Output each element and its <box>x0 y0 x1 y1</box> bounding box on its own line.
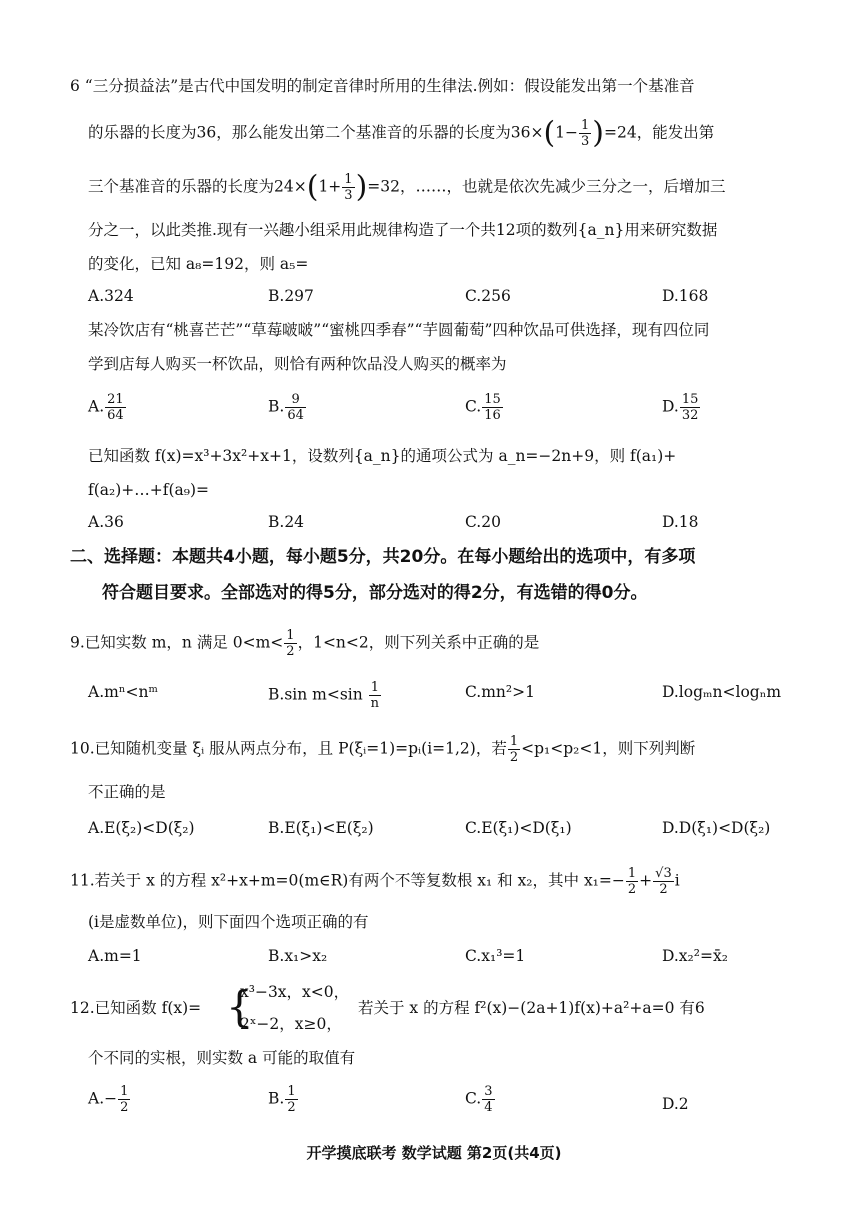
q11-line1: 11.若关于 x 的方程 x²+x+m=0(m∈R)有两个不等复数根 x₁ 和 x₂，其中 x₁=− $\frac{1}{2}$ + $\frac{√3}{2}$ i <box>70 866 680 897</box>
option-b: B. $\frac{1}{2}$ <box>268 1084 296 1115</box>
q7-line2: 学到店每人购买一杯饮品，则恰有两种饮品没人购买的概率为 <box>88 355 507 373</box>
q6-line1: 6 “三分损益法”是古代中国发明的制定音律时所用的生律法.例如：假设能发出第一个基准音 <box>70 77 695 95</box>
section-instructions: 符合题目要求。全部选对的得5分，部分选对的得2分，有选错的得0分。 <box>102 583 648 603</box>
option-c: C.256 <box>465 287 511 305</box>
option-b: B.297 <box>268 287 314 305</box>
option-c: C.x₁³=1 <box>465 947 526 965</box>
q12-case2: 2ˣ−2，x≥0， <box>240 1015 342 1033</box>
fraction: $\frac{1}{3}$ <box>581 118 590 149</box>
option-b: B. $\frac{9}{64}$ <box>268 392 304 423</box>
option-d: D.18 <box>662 513 699 531</box>
q8-line1: 已知函数 f(x)=x³+3x²+x+1，设数列{a_n}的通项公式为 a_n=−2n+9，则 f(a₁)+ <box>88 447 677 465</box>
option-c: C. $\frac{15}{16}$ <box>465 392 501 423</box>
piecewise-brace: { <box>226 982 253 1031</box>
option-b: B.sin m<sin $\frac{1}{n}$ <box>268 680 380 711</box>
option-a: A. $\frac{21}{64}$ <box>88 392 124 423</box>
q8-line2: f(a₂)+…+f(a₉)= <box>88 481 210 499</box>
option-d: D.2 <box>662 1095 689 1113</box>
option-b: B.24 <box>268 513 305 531</box>
q7-line1: 某冷饮店有“桃喜芒芒”“草莓啵啵”“蜜桃四季春”“芋圆葡萄”四种饮品可供选择，现有四位同 <box>88 321 710 339</box>
option-a: A.324 <box>88 287 134 305</box>
option-c: C. $\frac{3}{4}$ <box>465 1084 493 1115</box>
q12-line1-rest: 若关于 x 的方程 f²(x)−(2a+1)f(x)+a²+a=0 有6 <box>358 999 705 1017</box>
option-a: A.m=1 <box>88 947 142 965</box>
q12-line2: 个不同的实根，则实数 a 可能的取值有 <box>88 1049 356 1067</box>
option-a: A.E(ξ₂)<D(ξ₂) <box>88 819 195 837</box>
option-a: A.− $\frac{1}{2}$ <box>88 1084 129 1115</box>
option-d: D.x₂²=x̄₂ <box>662 947 728 965</box>
q11-line2: (i是虚数单位)，则下面四个选项正确的有 <box>88 913 369 931</box>
option-c: C.mn²>1 <box>465 683 535 701</box>
q10-options <box>88 816 803 856</box>
q12-line1: 12.已知函数 f(x)= <box>70 999 202 1017</box>
option-d: D.logₘn<logₙm <box>662 683 782 701</box>
q6-line3: 三个基准音的乐器的长度为24×(1+ $\frac{1}{3}$ )=32，……，也就是依次先减少三分之一，后增加三 <box>88 169 726 205</box>
option-c: C.E(ξ₁)<D(ξ₁) <box>465 819 572 837</box>
fraction: $\frac{1}{3}$ <box>344 172 353 203</box>
option-b: B.x₁>x₂ <box>268 947 328 965</box>
q10-line2: 不正确的是 <box>88 783 166 801</box>
q6-line5: 的变化，已知 a₈=192，则 a₅= <box>88 255 309 273</box>
q12-case1: x³−3x，x<0， <box>240 983 350 1001</box>
option-a: A.36 <box>88 513 124 531</box>
option-b: B.E(ξ₁)<E(ξ₂) <box>268 819 374 837</box>
q6-line4: 分之一，以此类推.现有一兴趣小组采用此规律构造了一个共12项的数列{a_n}用来研究数据 <box>88 221 718 239</box>
option-d: D. $\frac{15}{32}$ <box>662 392 699 423</box>
q9-options <box>88 680 803 720</box>
q7-options <box>88 392 803 432</box>
option-c: C.20 <box>465 513 501 531</box>
option-a: A.mⁿ<nᵐ <box>88 683 158 701</box>
q11-options <box>88 944 803 984</box>
option-d: D.168 <box>662 287 709 305</box>
q9-line1: 9.已知实数 m，n 满足 0<m< $\frac{1}{2}$ ，1<n<2，则下列关系中正确的是 <box>70 628 540 659</box>
page-footer: 开学摸底联考 数学试题 第2页(共4页) <box>306 1144 562 1162</box>
option-d: D.D(ξ₁)<D(ξ₂) <box>662 819 771 837</box>
q6-line2: 的乐器的长度为36，那么能发出第二个基准音的乐器的长度为36×(1− $\frac{1}{3}$ )=24，能发出第 <box>88 115 715 151</box>
q12-options <box>88 1084 803 1124</box>
section-heading: 二、选择题：本题共4小题，每小题5分，共20分。在每小题给出的选项中，有多项 <box>70 547 696 567</box>
q10-line1: 10.已知随机变量 ξᵢ 服从两点分布，且 P(ξᵢ=1)=pᵢ(i=1,2)，若 $\frac{1}{2}$ <p₁<p₂<1，则下列判断 <box>70 734 696 765</box>
